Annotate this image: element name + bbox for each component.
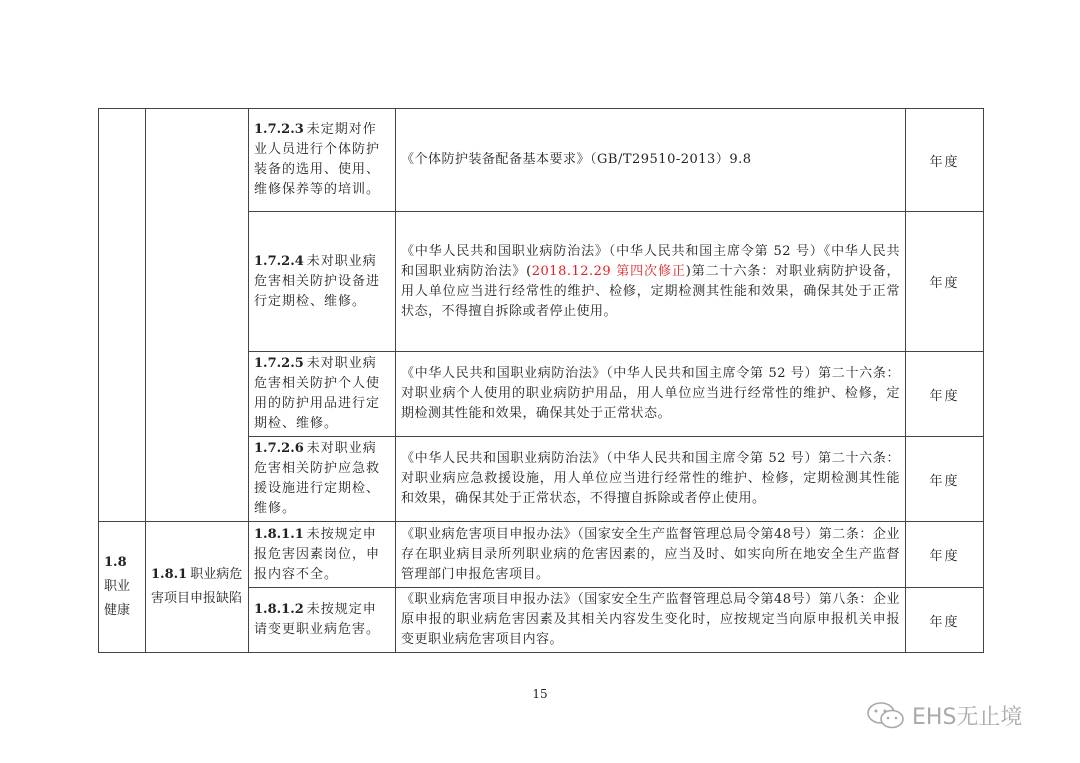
basis-cell (396, 109, 906, 212)
frequency-cell: 年度 (906, 109, 984, 212)
item-cell (249, 212, 396, 352)
table-row (99, 522, 984, 588)
basis-text: 《中华人民共和国职业病防治法》（中华人民共和国主席令第 52 号）第二十六条：对职业病应急救援设施，用人单位应当进行经常性的维护、检修，定期检测其性能和效果，确保其处于正常状态，不得擅自拆除或者停止使用。 (401, 451, 900, 506)
subsection-code: 1.8.1 (151, 567, 188, 582)
item-code: 1.7.2.3 (254, 122, 304, 137)
section-cell-empty (99, 109, 146, 522)
item-text: 未对职业病危害相关防护应急救援设施进行定期检、维修。 (254, 441, 381, 516)
item-cell (249, 588, 396, 653)
item-cell (249, 437, 396, 522)
frequency-cell: 年度 (906, 588, 984, 653)
table-row (99, 109, 984, 212)
item-code: 1.8.1.1 (254, 526, 304, 542)
basis-text: 《中华人民共和国职业病防治法》（中华人民共和国主席令第 52 号）《中华人民共和国职业病防治法》( (401, 243, 900, 279)
amendment-note: 2018.12.29 第四次修正 (531, 263, 686, 279)
subsection-name: 职业病危害项目申报缺陷 (151, 567, 243, 606)
basis-text: 《职业病危害项目申报办法》（国家安全生产监督管理总局令第48号）第二条：企业存在职业病目录所列职业病的危害因素的，应当及时、如实向所在地安全生产监督管理部门申报危害项目。 (401, 526, 900, 582)
item-cell (249, 352, 396, 437)
frequency-cell: 年度 (906, 352, 984, 437)
item-cell (249, 522, 396, 588)
basis-text-cont: )第二十六条：对职业病防护设备，用人单位应当进行经常性的维护、检修，定期检测其性能和效果，确保其处于正常状态，不得擅自拆除或者停止使用。 (401, 263, 901, 319)
basis-cell (396, 212, 906, 352)
watermark-text: EHS无止境 (912, 705, 1023, 730)
regulation-table (98, 108, 984, 653)
watermark (866, 700, 1022, 731)
item-text: 未对职业病危害相关防护设备进行定期检、维修。 (254, 253, 381, 309)
frequency-cell: 年度 (906, 212, 984, 352)
item-text: 未按规定申请变更职业病危害。 (254, 602, 381, 637)
section-code: 1.8 (104, 555, 127, 570)
subsection-cell (146, 522, 249, 653)
basis-text: 《中华人民共和国职业病防治法》（中华人民共和国主席令第 52 号）第二十六条：对职业病个人使用的职业病防护用品，用人单位应当进行经常性的维护、检修，定期检测其性能和效果，确保其处于正常状态。 (401, 366, 900, 421)
section-name: 职业健康 (104, 579, 131, 618)
basis-cell (396, 437, 906, 522)
section-cell (99, 522, 146, 653)
item-code: 1.8.1.2 (254, 602, 304, 617)
item-code: 1.7.2.4 (254, 253, 304, 269)
item-code: 1.7.2.5 (254, 356, 304, 371)
basis-cell (396, 522, 906, 588)
item-text: 未定期对作业人员进行个体防护装备的选用、使用、维修保养等的培训。 (254, 122, 381, 197)
item-text: 未对职业病危害相关防护个人使用的防护用品进行定期检、维修。 (254, 356, 381, 431)
item-cell (249, 109, 396, 212)
page-number: 15 (532, 687, 548, 701)
item-text: 未按规定申报危害因素岗位，申报内容不全。 (254, 526, 381, 582)
basis-cell (396, 588, 906, 653)
basis-cell (396, 352, 906, 437)
frequency-cell: 年度 (906, 437, 984, 522)
basis-text: 《个体防护装备配备基本要求》（GB/T29510-2013）9.8 (401, 152, 752, 167)
frequency-cell: 年度 (906, 522, 984, 588)
item-code: 1.7.2.6 (254, 441, 304, 456)
basis-text: 《职业病危害项目申报办法》（国家安全生产监督管理总局令第48号）第八条：企业原申报的职业病危害因素及其相关内容发生变化时，应按规定当向原申报机关申报变更职业病危害项目内容。 (401, 592, 900, 647)
subsection-cell-empty (146, 109, 249, 522)
wechat-icon (866, 701, 906, 731)
